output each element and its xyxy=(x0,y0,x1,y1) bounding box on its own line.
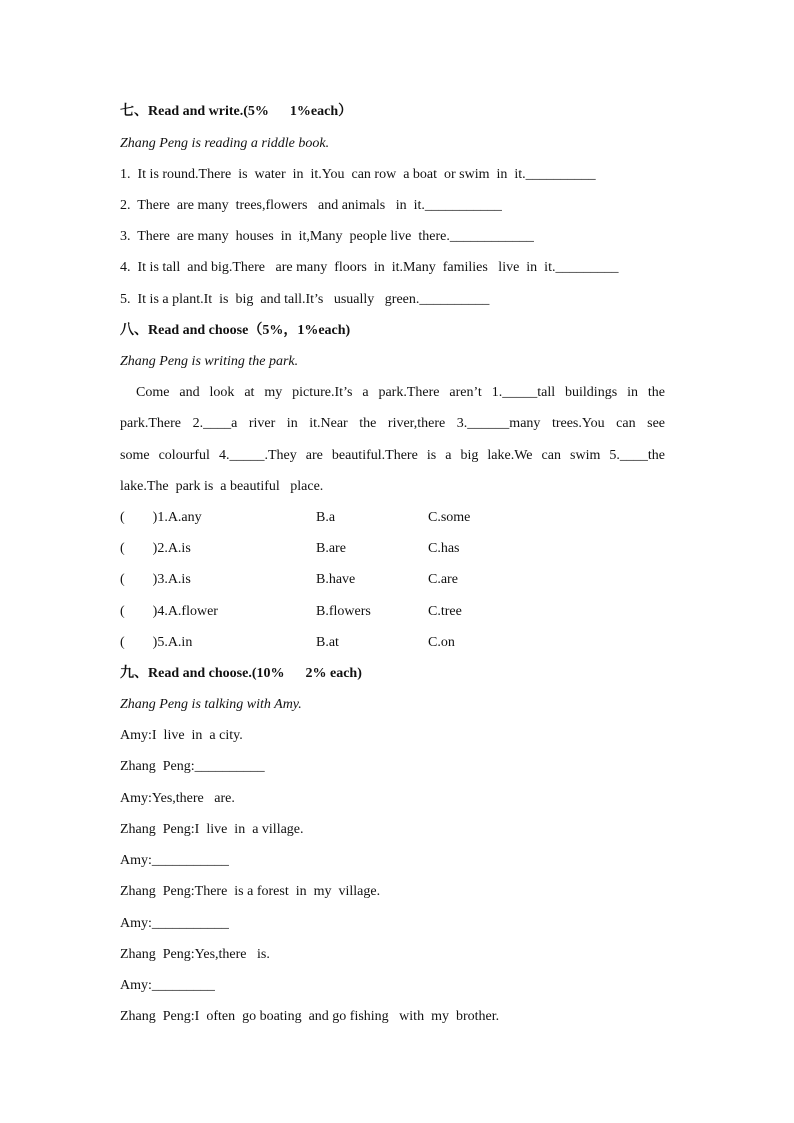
section-8-intro: Zhang Peng is writing the park. xyxy=(120,354,299,369)
passage-line-4: lake.The park is a beautiful place. xyxy=(120,479,324,494)
section-7-heading: 七、Read and write.(5% 1%each） xyxy=(120,104,353,119)
dialogue-line-9: Amy:_________ xyxy=(120,978,215,993)
riddle-item-2: 2. There are many trees,flowers and animals in it.___________ xyxy=(120,198,502,213)
section-9-intro: Zhang Peng is talking with Amy. xyxy=(120,697,302,712)
riddle-item-1: 1. It is round.There is water in it.You can row a boat or swim in it.__________ xyxy=(120,167,596,182)
riddle-item-5: 5. It is a plant.It is big and tall.It’s usually green.__________ xyxy=(120,292,490,307)
choice-2-option-c: C.has xyxy=(428,541,460,556)
choice-2-stem: ( )2.A.is xyxy=(120,541,191,556)
passage-line-1: Come and look at my picture.It’s a park.There aren’t 1._____tall buildings in the xyxy=(136,385,665,400)
choice-1-option-b: B.a xyxy=(316,510,336,525)
passage-line-2: park.There 2.____a river in it.Near the river,there 3.______many trees.You can see xyxy=(120,416,665,431)
choice-3-stem: ( )3.A.is xyxy=(120,572,191,587)
dialogue-line-3: Amy:Yes,there are. xyxy=(120,791,235,806)
section-9-heading: 九、Read and choose.(10% 2% each) xyxy=(120,666,362,681)
dialogue-line-2: Zhang Peng:__________ xyxy=(120,759,265,774)
dialogue-line-5: Amy:___________ xyxy=(120,853,229,868)
dialogue-line-6: Zhang Peng:There is a forest in my village. xyxy=(120,884,381,899)
section-8-heading: 八、Read and choose（5%，1%each) xyxy=(120,323,351,338)
riddle-item-4: 4. It is tall and big.There are many floors in it.Many families live in it._________ xyxy=(120,260,619,275)
dialogue-line-8: Zhang Peng:Yes,there is. xyxy=(120,947,270,962)
choice-5-stem: ( )5.A.in xyxy=(120,635,193,650)
choice-1-option-c: C.some xyxy=(428,510,471,525)
passage-line-3: some colourful 4._____.They are beautiful.There is a big lake.We can swim 5.____the xyxy=(120,448,665,463)
dialogue-line-1: Amy:I live in a city. xyxy=(120,728,243,743)
dialogue-line-10: Zhang Peng:I often go boating and go fishing with my brother. xyxy=(120,1009,500,1024)
choice-3-option-b: B.have xyxy=(316,572,356,587)
dialogue-line-4: Zhang Peng:I live in a village. xyxy=(120,822,304,837)
choice-4-option-c: C.tree xyxy=(428,604,462,619)
choice-1-stem: ( )1.A.any xyxy=(120,510,202,525)
choice-2-option-b: B.are xyxy=(316,541,346,556)
riddle-item-3: 3. There are many houses in it,Many people live there.____________ xyxy=(120,229,534,244)
section-7-intro: Zhang Peng is reading a riddle book. xyxy=(120,136,330,151)
choice-5-option-c: C.on xyxy=(428,635,455,650)
dialogue-line-7: Amy:___________ xyxy=(120,916,229,931)
choice-4-stem: ( )4.A.flower xyxy=(120,604,218,619)
choice-3-option-c: C.are xyxy=(428,572,458,587)
choice-4-option-b: B.flowers xyxy=(316,604,371,619)
choice-5-option-b: B.at xyxy=(316,635,339,650)
